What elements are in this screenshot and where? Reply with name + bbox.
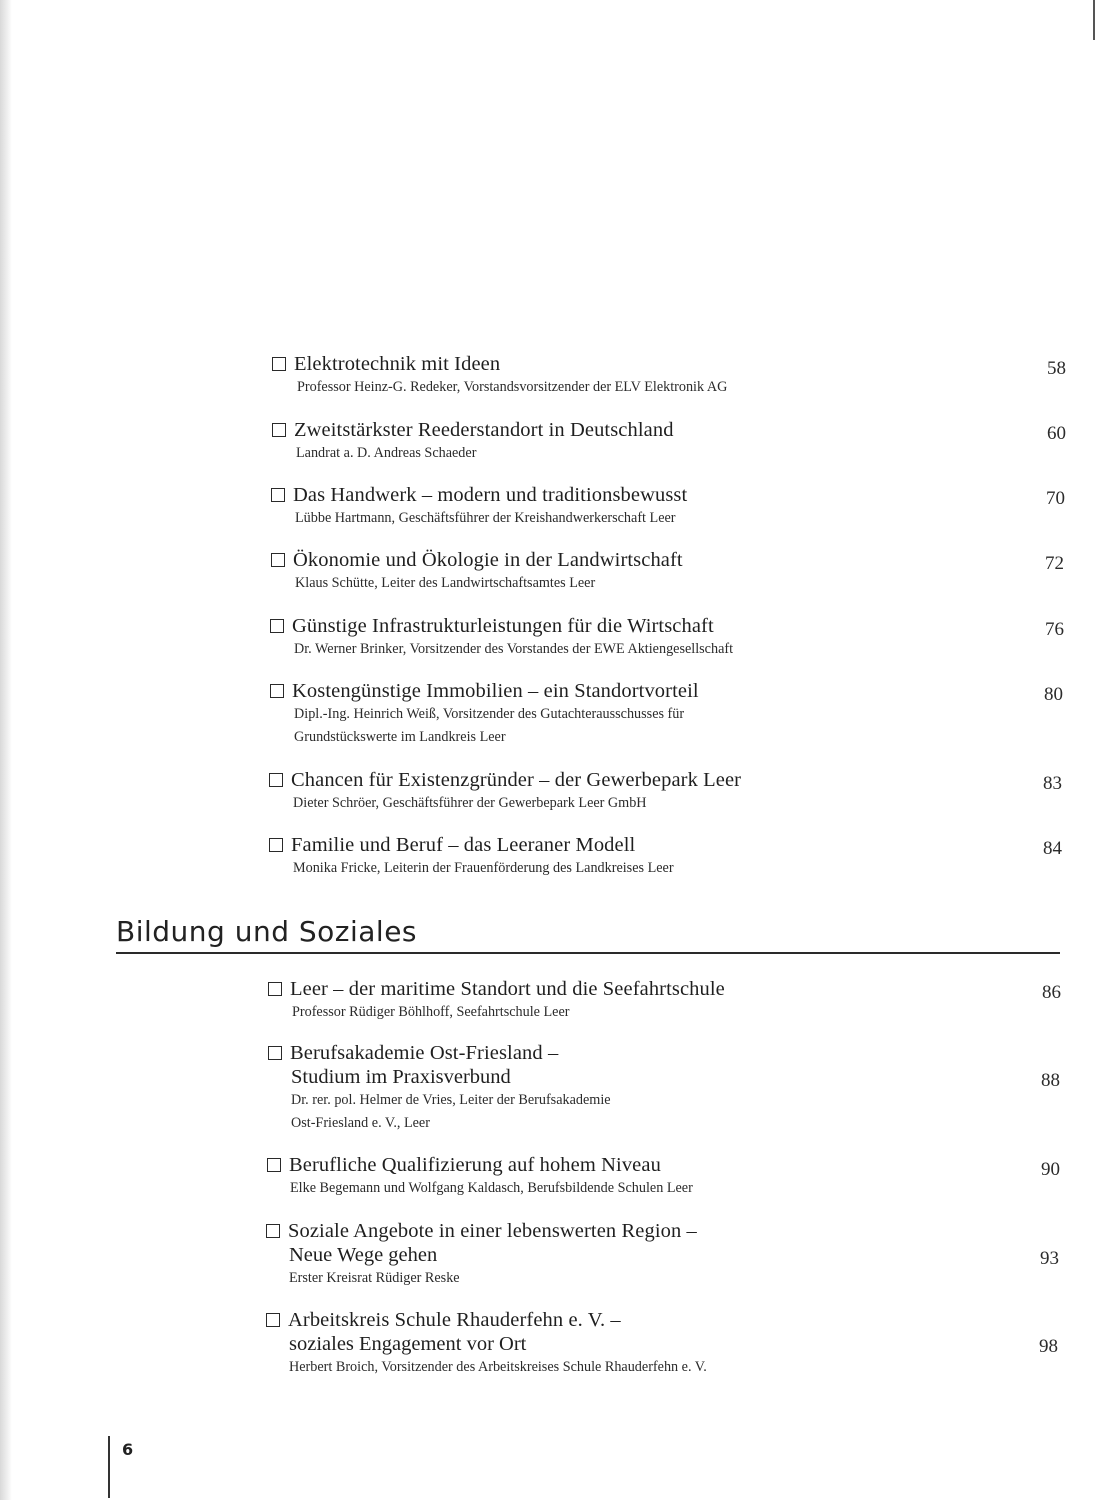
entry-author: Monika Fricke, Leiterin der Frauenförderung des Landkreises Leer	[293, 860, 674, 876]
footer-page-number: 6	[122, 1440, 134, 1459]
entry-author: Dr. rer. pol. Helmer de Vries, Leiter der Berufsakademie	[291, 1092, 611, 1108]
entry-page-number: 88	[1041, 1070, 1060, 1091]
toc-entry[interactable]	[267, 1153, 693, 1200]
footer-rule	[108, 1436, 110, 1498]
entry-author: Erster Kreisrat Rüdiger Reske	[289, 1270, 460, 1286]
toc-entry[interactable]	[270, 679, 699, 749]
toc-entry[interactable]	[266, 1308, 707, 1379]
checkbox-icon[interactable]	[272, 357, 286, 371]
entry-page-number: 90	[1041, 1159, 1060, 1180]
page-edge-mark	[1093, 0, 1095, 40]
entry-page-number: 86	[1042, 982, 1061, 1003]
checkbox-icon[interactable]	[269, 773, 283, 787]
entry-title: Soziale Angebote in einer lebenswerten Region –	[288, 1220, 697, 1242]
entry-title: Elektrotechnik mit Ideen	[294, 353, 501, 375]
entry-author: Professor Heinz-G. Redeker, Vorstandsvorsitzender der ELV Elektronik AG	[297, 379, 728, 395]
entry-page-number: 76	[1045, 619, 1064, 640]
entry-author: Klaus Schütte, Leiter des Landwirtschaftsamtes Leer	[295, 575, 596, 591]
checkbox-icon[interactable]	[268, 982, 282, 996]
entry-title: Arbeitskreis Schule Rhauderfehn e. V. –	[288, 1309, 621, 1331]
entry-title: Berufsakademie Ost-Friesland –	[290, 1042, 559, 1064]
entry-author: Professor Rüdiger Böhlhoff, Seefahrtschule Leer	[292, 1004, 570, 1020]
checkbox-icon[interactable]	[266, 1313, 280, 1327]
entry-page-number: 84	[1043, 838, 1062, 859]
section-heading: Bildung und Soziales	[116, 915, 418, 948]
entry-title: Kostengünstige Immobilien – ein Standortvorteil	[292, 680, 699, 702]
toc-entry[interactable]	[272, 352, 727, 399]
entry-page-number: 98	[1039, 1336, 1058, 1357]
entry-author: Elke Begemann und Wolfgang Kaldasch, Berufsbildende Schulen Leer	[290, 1180, 693, 1196]
entry-author: Grundstückswerte im Landkreis Leer	[294, 729, 506, 745]
toc-entry[interactable]	[269, 833, 674, 880]
entry-author: Lübbe Hartmann, Geschäftsführer der Kreishandwerkerschaft Leer	[295, 510, 676, 526]
checkbox-icon[interactable]	[272, 423, 286, 437]
checkbox-icon[interactable]	[267, 1158, 281, 1172]
entry-page-number: 93	[1040, 1248, 1059, 1269]
checkbox-icon[interactable]	[270, 684, 284, 698]
entry-page-number: 60	[1047, 423, 1066, 444]
entry-page-number: 80	[1044, 684, 1063, 705]
entry-author: Herbert Broich, Vorsitzender des Arbeitskreises Schule Rhauderfehn e. V.	[289, 1359, 707, 1375]
entry-title: Leer – der maritime Standort und die Seefahrtschule	[290, 978, 725, 1000]
entry-title: Ökonomie und Ökologie in der Landwirtschaft	[293, 549, 683, 571]
entry-author: Dieter Schröer, Geschäftsführer der Gewerbepark Leer GmbH	[293, 795, 647, 811]
entry-author: Dipl.-Ing. Heinrich Weiß, Vorsitzender des Gutachterausschusses für	[294, 706, 685, 722]
entry-title: Zweitstärkster Reederstandort in Deutschland	[294, 419, 674, 441]
toc-entry[interactable]	[268, 977, 725, 1024]
checkbox-icon[interactable]	[269, 838, 283, 852]
toc-entry[interactable]	[270, 614, 733, 661]
entry-title: Familie und Beruf – das Leeraner Modell	[291, 834, 636, 856]
entry-author: Ost-Friesland e. V., Leer	[291, 1115, 430, 1131]
toc-entry[interactable]	[269, 768, 741, 815]
entry-author: Landrat a. D. Andreas Schaeder	[296, 445, 477, 461]
entry-page-number: 70	[1046, 488, 1065, 509]
checkbox-icon[interactable]	[266, 1224, 280, 1238]
toc-entry[interactable]	[271, 483, 687, 530]
entry-title: Günstige Infrastrukturleistungen für die Wirtschaft	[292, 615, 714, 637]
entry-title-continuation: Studium im Praxisverbund	[291, 1066, 511, 1088]
checkbox-icon[interactable]	[271, 488, 285, 502]
page-edge-shadow	[0, 0, 12, 1500]
entry-title: Berufliche Qualifizierung auf hohem Niveau	[289, 1154, 661, 1176]
toc-entry[interactable]	[272, 418, 674, 465]
checkbox-icon[interactable]	[270, 619, 284, 633]
entry-page-number: 83	[1043, 773, 1062, 794]
toc-entry[interactable]	[266, 1219, 697, 1290]
checkbox-icon[interactable]	[271, 553, 285, 567]
entry-page-number: 58	[1047, 358, 1066, 379]
entry-title: Das Handwerk – modern und traditionsbewusst	[293, 484, 688, 506]
entry-title-continuation: soziales Engagement vor Ort	[289, 1333, 527, 1355]
toc-entry[interactable]	[271, 548, 683, 595]
entry-author: Dr. Werner Brinker, Vorsitzender des Vorstandes der EWE Aktiengesellschaft	[294, 641, 734, 657]
entry-page-number: 72	[1045, 553, 1064, 574]
checkbox-icon[interactable]	[268, 1046, 282, 1060]
section-divider	[116, 952, 1060, 954]
entry-title: Chancen für Existenzgründer – der Gewerbepark Leer	[291, 769, 742, 791]
toc-entry[interactable]	[268, 1041, 611, 1135]
entry-title-continuation: Neue Wege gehen	[289, 1244, 438, 1266]
